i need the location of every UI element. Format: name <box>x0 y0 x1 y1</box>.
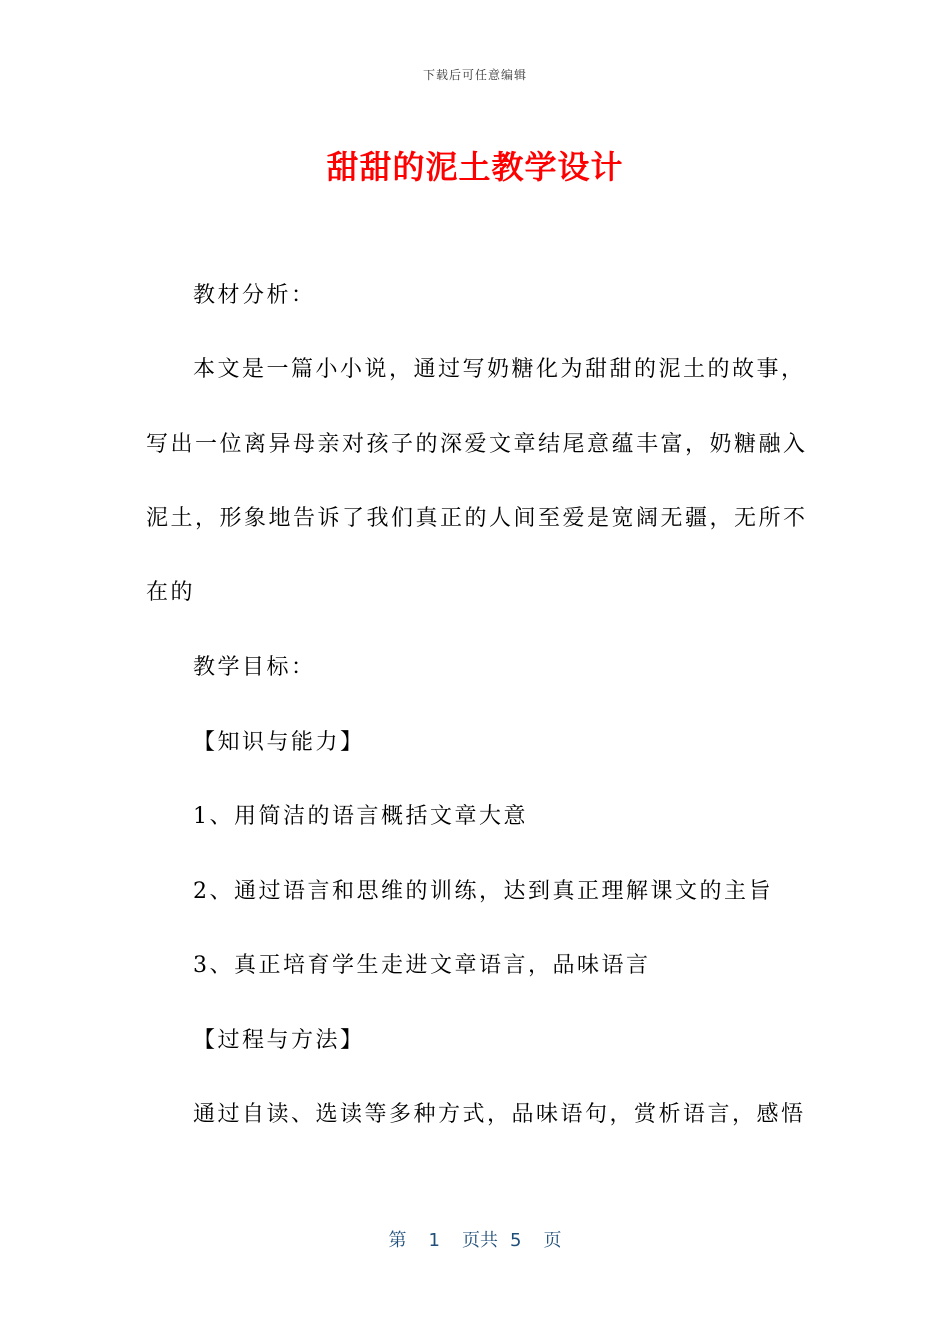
paragraph-line: 泥土，形象地告诉了我们真正的人间至爱是宽阔无疆，无所不 <box>146 506 808 531</box>
subheading-process-method: 【过程与方法】 <box>193 1028 365 1053</box>
total-pages-number: 5 <box>510 1230 522 1251</box>
page-footer <box>0 1226 950 1252</box>
subheading-knowledge-ability: 【知识与能力】 <box>193 730 365 755</box>
document-title: 甜甜的泥土教学设计 <box>326 148 624 186</box>
current-page-number: 1 <box>428 1230 440 1251</box>
list-item: 2、通过语言和思维的训练，达到真正理解课文的主旨 <box>193 879 773 904</box>
footer-prefix: 第 <box>388 1230 407 1251</box>
list-item: 1、用简洁的语言概括文章大意 <box>193 804 528 829</box>
footer-mid: 页共 <box>462 1230 498 1251</box>
footer-suffix: 页 <box>543 1230 562 1251</box>
header-note: 下载后可任意编辑 <box>422 68 527 82</box>
paragraph-line: 在的 <box>146 580 196 605</box>
paragraph-line: 通过自读、选读等多种方式，品味语句，赏析语言，感悟 <box>193 1102 806 1127</box>
section-heading-teaching-goals: 教学目标： <box>193 655 316 680</box>
paragraph-line: 写出一位离异母亲对孩子的深爱文章结尾意蕴丰富，奶糖融入 <box>146 432 808 457</box>
paragraph-line: 本文是一篇小小说，通过写奶糖化为甜甜的泥土的故事， <box>193 357 806 382</box>
section-heading-material-analysis: 教材分析： <box>193 283 316 308</box>
list-item: 3、真正培育学生走进文章语言，品味语言 <box>193 953 651 978</box>
